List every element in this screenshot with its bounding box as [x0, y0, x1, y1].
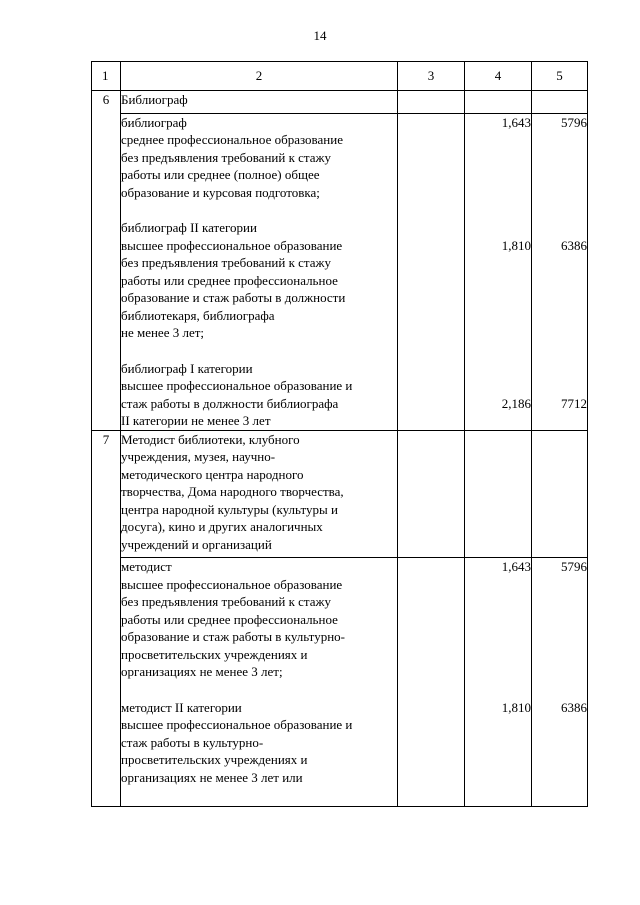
position-salary-table — [91, 61, 588, 807]
page-number: 14 — [313, 28, 327, 43]
coef-bibliograf: 1,643 — [501, 114, 531, 130]
header-col-3: 3 — [398, 62, 465, 91]
salary-metodist-cat-2: 6386 — [561, 699, 587, 715]
salary-bibliograf: 5796 — [561, 114, 587, 130]
salary-metodist: 5796 — [561, 559, 587, 574]
header-col-2: 2 — [121, 62, 398, 91]
header-col-4: 4 — [465, 62, 532, 91]
header-col-1: 1 — [92, 62, 121, 91]
entry-bibliograf-cat-2: библиограф II категории высшее профессиональное образование без предъявления требований к стажу работы или среднее профессиональное образование и стаж работы в должности библиотекаря, библиографа не менее 3 лет; — [121, 220, 346, 340]
coef-bibliograf-cat-1: 2,186 — [501, 395, 531, 411]
entry-metodist: методист высшее профессиональное образование без предъявления требований к стажу работы или среднее профессиональное образование и стаж работы в культурно- просветительских учреждениях и организациях не менее 3 лет; — [121, 559, 345, 679]
section-6-title-row — [92, 91, 588, 114]
section-7-title-row — [92, 430, 588, 558]
section-6-number: 6 — [92, 91, 121, 431]
entry-metodist-cat-2: методист II категории высшее профессиональное образование и стаж работы в культурно- просветительских учреждениях и организациях не менее 3 лет или — [121, 699, 353, 785]
section-6-title: Библиограф — [121, 91, 398, 114]
section-7-entries-row — [92, 558, 588, 807]
coef-metodist-cat-2: 1,810 — [501, 699, 531, 715]
entry-bibliograf: библиограф среднее профессиональное образование без предъявления требований к стажу работы или среднее (полное) общее образование и курсовая подготовка; — [121, 114, 343, 200]
entry-bibliograf-cat-1: библиограф I категории высшее профессиональное образование и стаж работы в должности библиографа II категории не менее 3 лет — [121, 360, 353, 428]
coef-metodist: 1,643 — [501, 559, 531, 574]
section-6-entries-row — [92, 113, 588, 430]
salary-bibliograf-cat-1: 7712 — [561, 395, 587, 411]
section-7-number: 7 — [92, 430, 121, 807]
coef-bibliograf-cat-2: 1,810 — [501, 237, 531, 253]
header-col-5: 5 — [532, 62, 588, 91]
section-7-title: Методист библиотеки, клубного учреждения, музея, научно- методического центра народного творчества, Дома народного творчества, центра народной культуры (культуры и досуга), кино и других аналогичных учреждений и организаций — [121, 430, 398, 558]
salary-bibliograf-cat-2: 6386 — [561, 237, 587, 253]
table-header-row — [92, 62, 588, 91]
